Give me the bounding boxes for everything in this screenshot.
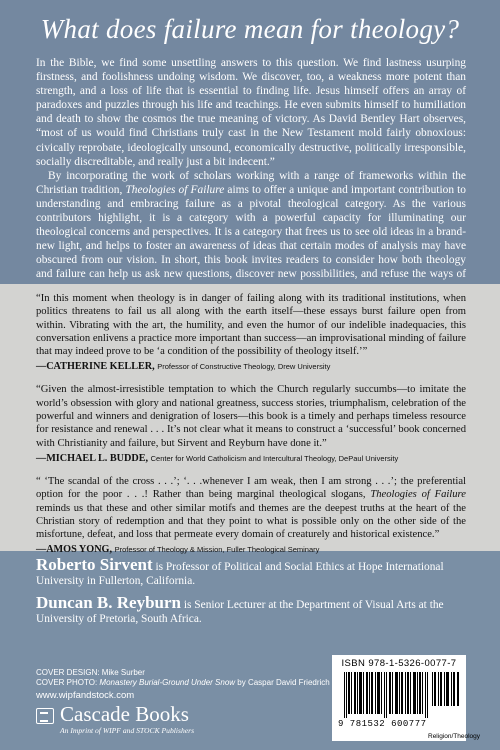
- cover-credits: [36, 668, 330, 687]
- paragraph-2-end: aims to offer a unique and important contribution to understanding and embracing failure as a pivotal theological category. As the various contributors highlight, it is a category with a powerful capacity for illuminating our theological concerns and perspectives. It is a category that frees us to see old ideas in a brand-new light, and helps to foster an awareness of ideas that certain modes of analysis may have obscured from our vision. In short, this book invites readers to consider how both theology and failure can help us ask new questions, discover new possibilities, and refuse the ways of: [36, 183, 467, 281]
- paragraph-2-start: By incorporating the work of scholars working with a range of frameworks within the Christian tradition,: [36, 169, 466, 196]
- cover-photo-label: COVER PHOTO:: [36, 677, 100, 687]
- endorsement-text-end: reminds us that these and other similar motifs and themes are the deepest truths at the heart of the Christian story of redemption and that they point to what is possible only on the other side of the misfortune, defeat, and loss that permeate every domain of creaturely and historical existence.”: [36, 502, 466, 541]
- isbn-barcode-icon: [344, 672, 428, 718]
- barcode-block: [332, 655, 481, 741]
- author-description: is Professor of Political and Social Ethics at Hope International University in Fullerton, California.: [36, 561, 444, 587]
- author-bio-sirvent: [36, 555, 466, 588]
- endorsement-budde: [36, 383, 466, 464]
- endorser-name: —CATHERINE KELLER,: [36, 361, 155, 373]
- cascade-logo-icon: [36, 708, 54, 724]
- author-name: Duncan B. Reyburn: [36, 593, 182, 612]
- endorsement-yong: [36, 475, 466, 556]
- endorsement-text-start: “ ‘The scandal of the cross . . .’; ‘. . .whenever I am weak, then I am strong . . .’; the preferential option for the poor . . .! Rather than being marginal theological slogans,: [36, 475, 466, 501]
- publisher-website: www.wipfandstock.com: [36, 690, 135, 701]
- publisher-imprint: An Imprint of WIPF and STOCK Publishers: [60, 726, 195, 735]
- endorser-name: —MICHAEL L. BUDDE,: [36, 452, 149, 464]
- publisher-logo: [36, 704, 196, 742]
- endorsement-attribution: [36, 452, 466, 465]
- ean-digits: 9 781532 600777: [338, 719, 427, 729]
- headline: What does failure mean for theology?: [40, 14, 460, 44]
- subject-category: Religion/Theology: [428, 733, 481, 740]
- description: [36, 56, 466, 296]
- description-paragraph-2: [36, 169, 466, 296]
- description-paragraph-1: In the Bible, we find some unsettling answers to this question. We find lastness usurping firstness, and foolishness undoing wisdom. We discover, too, a weakness more potent than strength, and a loss of life that is essential to finding life. Jesus himself offers an array of paradoxes and puzzles through his life and teachings. He even submits himself to humiliation and death to show the cosmos the true meaning of victory. As David Bentley Hart observes, “most of us would find Christians truly cast in the New Testament mold fairly obnoxious: civically reprobate, ideologically unsound, economically destructive, politically irresponsible, socially discreditable, and really just a bit indecent.”: [36, 57, 466, 168]
- price-barcode-icon: [432, 672, 460, 706]
- isbn-label: ISBN 978-1-5326-0077-7: [341, 658, 457, 669]
- author-bios: [36, 555, 466, 634]
- endorser-affiliation: Professor of Constructive Theology, Drew University: [157, 362, 331, 372]
- author-name: Roberto Sirvent: [36, 555, 153, 574]
- cover-photo-title: Monastery Burial-Ground Under Snow: [99, 677, 236, 687]
- endorsement-text: [36, 475, 466, 541]
- author-bio-reyburn: [36, 593, 466, 626]
- endorsements: [36, 292, 466, 566]
- endorser-affiliation: Professor of Theology & Mission, Fuller Theological Seminary: [114, 545, 320, 555]
- endorsement-attribution: [36, 360, 466, 373]
- publisher-name: Cascade Books: [60, 702, 189, 726]
- book-title-inline: Theologies of Failure: [125, 183, 225, 196]
- endorsement-text: “In this moment when theology is in danger of failing along with its traditional institutions, when politics threatens to fail us all along with the earth itself—these essays burst failure open from within. Vibrating with the art, the humility, and even the humor of our indelible inadequacies, this conversation enlivens a practice more important than success—an improvisational minding of failure that may indeed prove to be ‘a condition of the possibility of theology itself.’”: [36, 293, 466, 358]
- book-title-inline: Theologies of Failure: [370, 489, 466, 501]
- cover-design-credit: COVER DESIGN: Mike Surber: [36, 668, 145, 677]
- cover-photo-credit: [36, 678, 330, 688]
- cover-photo-artist: by Caspar David Friedrich: [235, 677, 330, 687]
- endorser-name: —AMOS YONG,: [36, 544, 113, 556]
- endorser-affiliation: Center for World Catholicism and Intercultural Theology, DePaul University: [150, 453, 399, 463]
- author-description: is Senior Lecturer at the Department of Visual Arts at the University of Pretoria, South Africa.: [36, 599, 444, 625]
- endorsement-text: “Given the almost-irresistible temptation to which the Church regularly succumbs—to imitate the world’s obsession with glory and national greatness, success stories, triumphalism, celebration of the powerful and winners and denigration of losers—this book is a timely and perhaps timeless resource for resistance and renewal . . . It’s not clear what it means to construct a ‘successful’ book concerned with Christianity and failure, but Sirvent and Reyburn have done it.”: [36, 384, 466, 449]
- endorsement-keller: [36, 292, 466, 373]
